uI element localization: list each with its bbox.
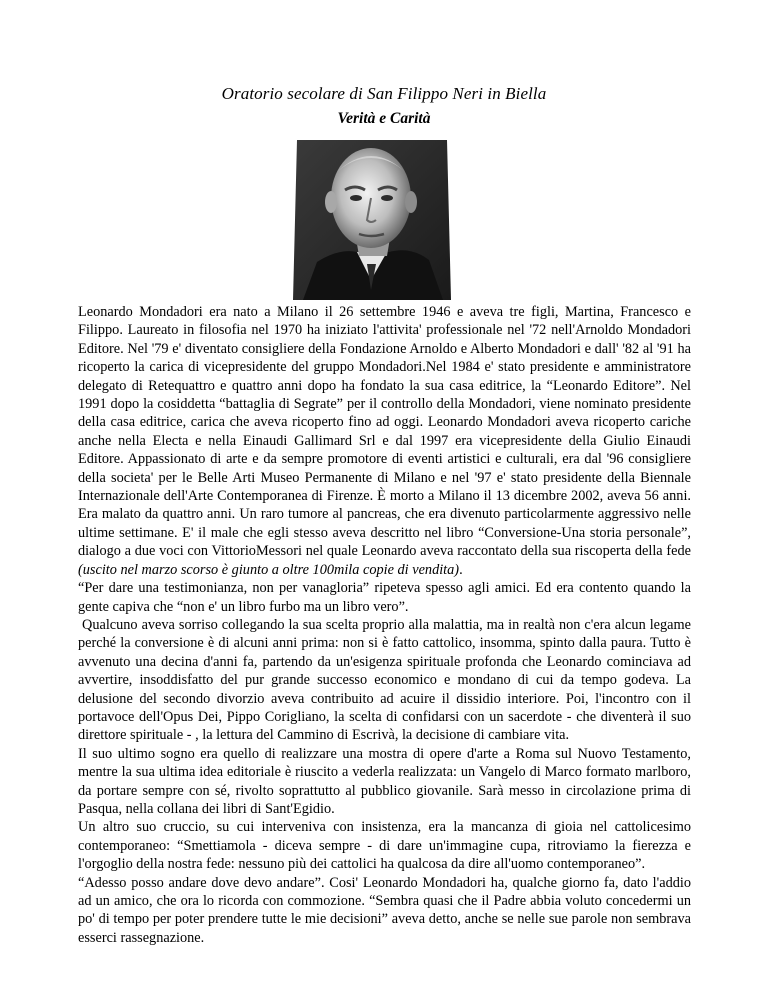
paragraph-farewell: “Adesso posso andare dove devo andare”. Cosi' Leonardo Mondadori ha, qualche giorno fa, dato l'addio ad un amico, che ora lo ricorda con commozione. “Sembra quasi che il Padre abbia voluto concedermi un po' di tempo per poter prendere tutte le mie decisioni” aveva detto, anche se nelle sue parole non sembrava esserci rassegnazione. xyxy=(78,874,691,946)
paragraph-joy: Un altro suo cruccio, su cui interveniva con insistenza, era la mancanza di gioia nel cattolicesimo contemporaneo: “Smettiamola - diceva sempre - di dare un'immagine cupa, ritroviamo la fierezza e l'orgoglio della nostra fede: nessuno più dei cattolici ha qualcosa da dire all'uomo contemporaneo”. xyxy=(78,819,691,873)
biography-italic-note: (uscito nel marzo scorso è giunto a oltre 100mila copie di vendita) xyxy=(78,561,460,578)
paragraph-biography xyxy=(78,303,691,579)
page-title: Verità e Carità xyxy=(337,110,431,127)
biography-text: Leonardo Mondadori era nato a Milano il 26 settembre 1946 e aveva tre figli, Martina, Francesco e Filippo. Laureato in filosofia nel 1970 ha iniziato l'attivita' professionale nel '72 nell'Arnoldo Mondadori Editore. Nel '79 e' diventato consigliere della Fondazione Arnoldo e Alberto Mondadori e dall' '82 al '91 ha ricoperto la carica di vicepresidente del gruppo Mondadori.Nel 1984 e' stato presidente e amministratore delegato di Retequattro e quattro anni dopo ha fondato la sua casa editrice, la “Leonardo Editore”. Nel 1991 dopo la cosiddetta “battaglia di Segrate” per il controllo della Mondadori, viene nominato presidente della casa editrice, carica che aveva ricoperto fino ad oggi. Leonardo Mondadori aveva ricoperto cariche anche nella Electa e nella Einaudi Gallimard Srl e dal 1997 era vicepresidente della Giulio Einaudi Editore. Appassionato di arte e da sempre promotore di eventi artistici e culturali, era dal '96 consigliere della societa' per le Belle Arti Museo Permanente di Milano e nel '97 e' stato presidente della Biennale Internazionale dell'Arte Contemporanea di Firenze. È morto a Milano il 13 dicembre 2002, aveva 56 anni. Era malato da quattro anni. Un raro tumore al pancreas, che era divenuto particolarmente aggressivo nelle ultime settimane. E' il male che egli stesso aveva descritto nel libro “Conversione-Una storia personale”, dialogo a due voci con VittorioMessori nel quale Leonardo aveva raccontato della sua riscoperta della fede xyxy=(78,304,691,560)
biography-end: . xyxy=(459,561,463,578)
paragraph-conversion: Qualcuno aveva sorriso collegando la sua scelta proprio alla malattia, ma in realtà non c'era alcun legame perché la conversione è di alcuni anni prima: non si è fatto cattolico, insomma, spinto dalla paura. Tutto è avvenuto una decina d'anni fa, partendo da un'esigenza spirituale profonda che Leonardo cominciava ad avvertire, insoddisfatto del pur grande successo economico e mondano di cui da tempo godeva. La delusione del secondo divorzio aveva contribuito ad acuire il dissidio interiore. Poi, l'incontro con il portavoce dell'Opus Dei, Pippo Corigliano, la scelta di confidarsi con un sacerdote - che diventerà il suo direttore spirituale - , la lettura del Cammino di Escrivà, la decisione di cambiare vita. xyxy=(78,616,691,744)
portrait-photo-icon xyxy=(279,140,465,300)
paragraph-last-dream: Il suo ultimo sogno era quello di realizzare una mostra di opere d'arte a Roma sul Nuovo Testamento, mentre la sua ultima idea editoriale è riuscito a vederla realizzata: un Vangelo di Marco formato marlboro, da portare sempre con sé, rivolto soprattutto al pubblico giovanile. Sarà messo in circolazione prima di Pasqua, nella collana dei libri di Sant'Egidio. xyxy=(78,745,691,817)
organization-title: Oratorio secolare di San Filippo Neri in Biella xyxy=(221,84,547,103)
portrait-photo xyxy=(279,140,465,300)
paragraph-testimony: “Per dare una testimonianza, non per vanagloria” ripeteva spesso agli amici. Ed era contento quando la gente capiva che “non e' un libro furbo ma un libro vero”. xyxy=(78,580,691,615)
article-body xyxy=(78,303,691,947)
